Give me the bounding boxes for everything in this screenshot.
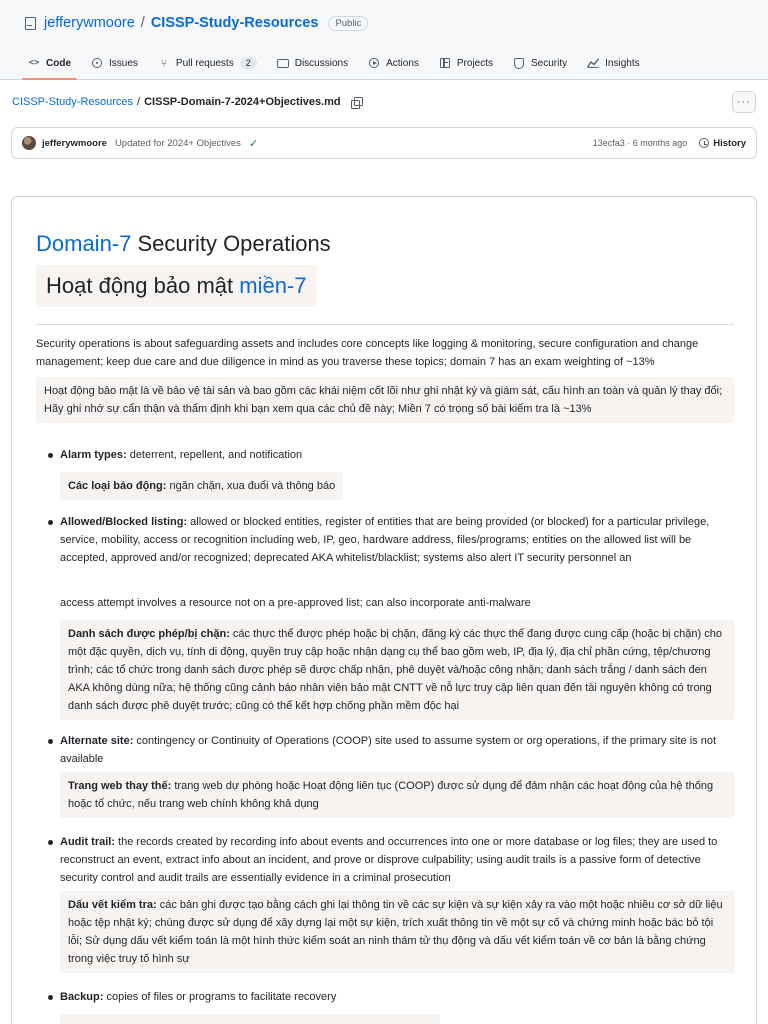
tab-insights[interactable] — [577, 50, 649, 76]
list-bullet — [48, 739, 53, 744]
tab-discussions-label: Discussions — [294, 57, 349, 69]
repo-path-separator: / — [140, 15, 145, 31]
list-bullet — [48, 840, 53, 845]
commit-author-link[interactable]: jefferywmoore — [42, 137, 107, 149]
tab-pull-requests-label: Pull requests — [175, 57, 234, 69]
tab-insights-label: Insights — [605, 57, 640, 69]
insights-icon — [587, 57, 599, 69]
issue-icon — [91, 57, 103, 69]
shield-icon — [513, 57, 525, 69]
history-label: History — [713, 137, 746, 149]
tab-code[interactable] — [18, 50, 81, 76]
more-options-button[interactable]: ··· — [732, 91, 756, 113]
tab-issues[interactable] — [81, 50, 148, 76]
repo-owner-link[interactable]: jefferywmoore — [44, 15, 135, 31]
list-item-audit-trail-vi: Dấu vết kiểm tra: các bản ghi được tạo bằng cách ghi lại thông tin về các sự kiện và sự kiện xảy ra vào một hoặc nhiều cơ sở dữ liệu hoặc tệp nhật ký; chúng được sử dụng để xây dựng lại một sự kiện, trích xuất thông tin về một sự cố và chứng minh hoặc bác bỏ tội lỗi; Sử dụng dấu vết kiểm toán là một hình thức kiểm soát an ninh thám tử thụ động và dấu vết kiểm toán về cơ bản là bằng chứng trong việc truy tố hình sự — [60, 891, 734, 973]
check-icon[interactable]: ✓ — [248, 136, 259, 150]
list-bullet — [48, 520, 53, 525]
list-item-alarm-types: Alarm types: deterrent, repellent, and notification — [60, 449, 303, 461]
repo-name-link[interactable]: CISSP-Study-Resources — [150, 15, 319, 31]
intro-paragraph-vi: Hoạt động bảo mật là về bảo vệ tài sản và bao gồm các khái niệm cốt lõi như ghi nhật ký và giám sát, cấu hình an toàn và quản lý thay đổi; Hãy ghi nhớ sự cẩn thận và thẩm định khi bạn xem qua các chủ đề này; Miền 7 có trọng số bài kiểm tra là ~13% — [36, 377, 734, 423]
breadcrumb-repo-link[interactable]: CISSP-Study-Resources — [12, 96, 134, 108]
avatar[interactable] — [22, 136, 36, 150]
copy-path-icon[interactable] — [351, 97, 362, 108]
markdown-file-content — [11, 196, 757, 1024]
tab-security[interactable] — [503, 50, 577, 76]
history-button[interactable] — [699, 138, 746, 149]
tab-projects[interactable] — [429, 50, 503, 76]
code-icon: <> — [28, 58, 40, 68]
page-title — [36, 231, 331, 257]
list-item-allowed-blocked-vi: Danh sách được phép/bị chặn: các thực thể được phép hoặc bị chặn, đăng ký các thực thể đang được cung cấp (hoặc bị chặn) cho một đặc quyền, dịch vụ, tính di động, quyền truy cập hoặc nhận dạng cụ thể bao gồm web, IP, địa lý, địa chỉ phần cứng, tệp/chương trình; các tổ chức trong danh sách được phép sẽ được chấp nhận, phê duyệt và/hoặc công nhận; danh sách trắng / danh sách đen AKA không dùng nữa; hệ thống cũng cảnh báo nhân viên bảo mật CNTT về nỗ lực truy cập liên quan đến tài nguyên không có trong danh sách được phê duyệt trước; cũng có thể kết hợp chống phần mềm độc hại — [60, 620, 734, 720]
title-text: Security Operations — [131, 231, 331, 256]
latest-commit-bar — [11, 127, 757, 159]
tab-security-label: Security — [531, 57, 568, 69]
list-item-backup: Backup: copies of files or programs to facilitate recovery — [60, 991, 337, 1003]
heading-divider — [36, 324, 734, 325]
intro-paragraph: Security operations is about safeguarding assets and includes core concepts like logging & monitoring, secure configuration and change management; keep due care and due diligence in mind as you traverse these topics; domain 7 has an exam weighting of ~13% — [36, 338, 699, 368]
tab-issues-label: Issues — [109, 57, 138, 69]
page-title-vi — [36, 265, 317, 307]
repo-title — [24, 12, 368, 34]
list-item-allowed-blocked: Allowed/Blocked listing: allowed or blocked entities, register of entities that are being provided (or blocked) for a particular privilege, service, mobility, access or recognition including web, IP, geo, hardware address, files/programs; entities on the allowed list will be accepted, approved and/or recognized; deprecated AKA whitelist/blacklist; systems also alert IT security personnel an — [60, 516, 710, 564]
visibility-badge: Public — [328, 16, 368, 31]
actions-icon — [368, 57, 380, 69]
pull-requests-count: 2 — [240, 57, 257, 69]
list-item-audit-trail: Audit trail: the records created by recording info about events and occurrences into one or more database or log files; they are used to reconstruct an event, extract info about an incident, and prove or disprove culpability; using audit trails is a passive form of detective security control and audit trails are essentially evidence in a criminal prosecution — [60, 836, 718, 884]
tab-actions[interactable] — [358, 50, 429, 76]
title-link[interactable]: Domain-7 — [36, 231, 132, 256]
list-item-alternate-site: Alternate site: contingency or Continuity of Operations (COOP) site used to assume system or org operations, if the primary site is not available — [60, 735, 716, 765]
breadcrumb-file-name: CISSP-Domain-7-2024+Objectives.md — [144, 96, 341, 108]
tab-discussions[interactable] — [267, 50, 358, 76]
projects-icon — [439, 57, 451, 69]
discussions-icon — [277, 57, 289, 69]
repo-nav-tabs — [18, 50, 650, 76]
breadcrumb-separator: / — [137, 96, 141, 108]
list-bullet — [48, 453, 53, 458]
tab-pull-requests[interactable] — [148, 50, 267, 76]
tab-code-label: Code — [46, 57, 71, 69]
file-breadcrumb — [12, 96, 362, 108]
list-bullet — [48, 995, 53, 1000]
tab-actions-label: Actions — [386, 57, 419, 69]
pull-request-icon: ⑂ — [160, 56, 168, 70]
title-vi-text: Hoạt động bảo mật — [46, 273, 240, 298]
tab-projects-label: Projects — [456, 57, 494, 69]
list-item-alarm-types-vi: Các loại báo động: ngăn chặn, xua đuổi và thông báo — [60, 472, 343, 500]
commit-message-link[interactable]: Updated for 2024+ Objectives — [114, 137, 241, 149]
history-icon — [699, 138, 709, 148]
repo-header — [0, 0, 768, 80]
list-item-backup-vi — [60, 1014, 440, 1024]
repo-icon — [24, 16, 36, 30]
list-item-allowed-blocked-cont: access attempt involves a resource not on a pre-approved list; can also incorporate anti-malware — [60, 597, 531, 609]
title-vi-link[interactable]: miền-7 — [239, 273, 307, 298]
list-item-alternate-site-vi: Trang web thay thế: trang web dự phòng hoặc Hoạt động liên tục (COOP) được sử dụng để đảm nhận các hoạt động của hệ thống hoặc tổ chức, nếu trang web chính không khả dụng — [60, 772, 734, 818]
commit-hash-time[interactable]: 13ecfa3 · 6 months ago — [592, 138, 688, 148]
